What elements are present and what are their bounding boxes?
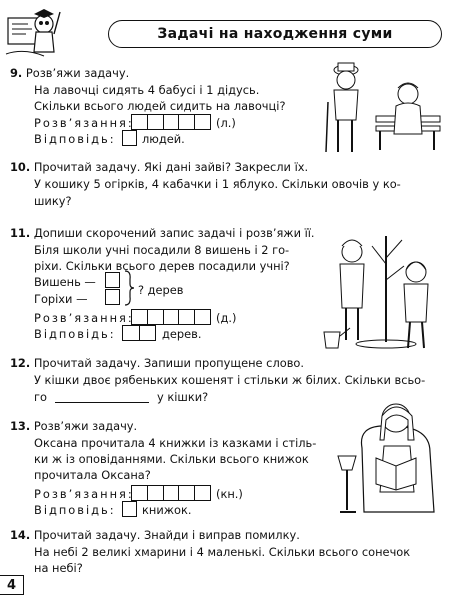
task-14-text-1: На небі 2 великі хмарини і 4 маленькі. Скільки всього сонечок xyxy=(34,545,411,559)
task-13-unit: (кн.) xyxy=(216,487,243,501)
task-12-text-2b: у кішки? xyxy=(157,390,209,404)
teacher-owl-icon xyxy=(4,4,62,62)
task-10-text-1: У кошику 5 огірків, 4 кабачки і 1 яблуко. Скільки овочів у ко- xyxy=(34,177,401,191)
page-title: Задачі на находження суми xyxy=(157,26,393,42)
task-12-instruction: 12. Прочитай задачу. Запиши пропущене слово. xyxy=(10,356,304,370)
grandparents-bench-illustration xyxy=(314,58,444,158)
task-9-solution-cells[interactable] xyxy=(131,114,211,130)
task-9-answer-box[interactable] xyxy=(122,130,137,146)
task-14-instruction: 14. Прочитай задачу. Знайди і виправ помилку. xyxy=(10,528,300,542)
task-12-answer-blank[interactable] xyxy=(55,402,149,403)
task-14-text-2: на небі? xyxy=(34,561,83,575)
task-13-solution-label: Розв’язання: xyxy=(34,487,134,501)
task-11-brace-label: ? дерев xyxy=(138,283,184,297)
task-11-unit: (д.) xyxy=(216,311,237,325)
task-11-row-walnuts: Горіхи — xyxy=(34,292,88,306)
task-13-answer-unit: книжок. xyxy=(142,503,192,517)
task-9-unit: (л.) xyxy=(216,116,236,130)
task-11-answer-cells[interactable] xyxy=(122,325,156,341)
task-11-instruction: 11. Допиши скорочений запис задачі і розв’яжи її. xyxy=(10,226,315,240)
task-10-instruction: 10. Прочитай задачу. Які дані зайві? Закресли їх. xyxy=(10,160,309,174)
task-9-answer-unit: людей. xyxy=(142,132,185,146)
task-9-solution-label: Розв’язання: xyxy=(34,116,134,130)
task-11-text-2: ріхи. Скільки всього дерев посадили учні? xyxy=(34,259,290,273)
task-9-text-1: На лавочці сидять 4 бабусі і 1 дідусь. xyxy=(34,83,260,97)
task-13-instruction: 13. Розв’яжи задачу. xyxy=(10,419,138,433)
task-11-walnuts-box[interactable] xyxy=(105,289,120,305)
children-planting-tree-illustration xyxy=(316,224,442,354)
task-9-instruction: 9. Розв’яжи задачу. xyxy=(10,66,130,80)
girl-reading-book-illustration xyxy=(334,396,446,518)
task-13-text-2: ки ж із оповіданнями. Скільки всього книжок xyxy=(34,452,309,466)
task-13-text-1: Оксана прочитала 4 книжки із казками і стіль- xyxy=(34,436,317,450)
task-11-answer-unit: дерев. xyxy=(162,327,202,341)
task-13-text-3: прочитала Оксана? xyxy=(34,468,151,482)
task-9-answer-label: Відповідь: xyxy=(34,132,116,146)
page-number-tab xyxy=(0,575,24,595)
task-11-cherries-box[interactable] xyxy=(105,272,120,288)
task-11-row-cherries: Вишень — xyxy=(34,275,96,289)
task-11-answer-label: Відповідь: xyxy=(34,327,116,341)
task-12-text-1: У кішки двоє рябеньких кошенят і стільки ж білих. Скільки всьо- xyxy=(34,373,426,387)
task-12-text-2a: го xyxy=(34,390,47,404)
page-number: 4 xyxy=(6,578,17,593)
task-13-answer-label: Відповідь: xyxy=(34,503,116,517)
task-11-text-1: Біля школи учні посадили 8 вишень і 2 го- xyxy=(34,243,290,257)
task-11-brace xyxy=(123,270,135,306)
task-11-solution-label: Розв’язання: xyxy=(34,311,134,325)
task-10-text-2: шику? xyxy=(34,194,72,208)
task-13-answer-box[interactable] xyxy=(122,501,137,517)
page-title-banner xyxy=(108,20,442,48)
task-11-solution-cells[interactable] xyxy=(131,309,211,325)
task-13-solution-cells[interactable] xyxy=(131,485,211,501)
task-9-text-2: Скільки всього людей сидить на лавочці? xyxy=(34,99,286,113)
